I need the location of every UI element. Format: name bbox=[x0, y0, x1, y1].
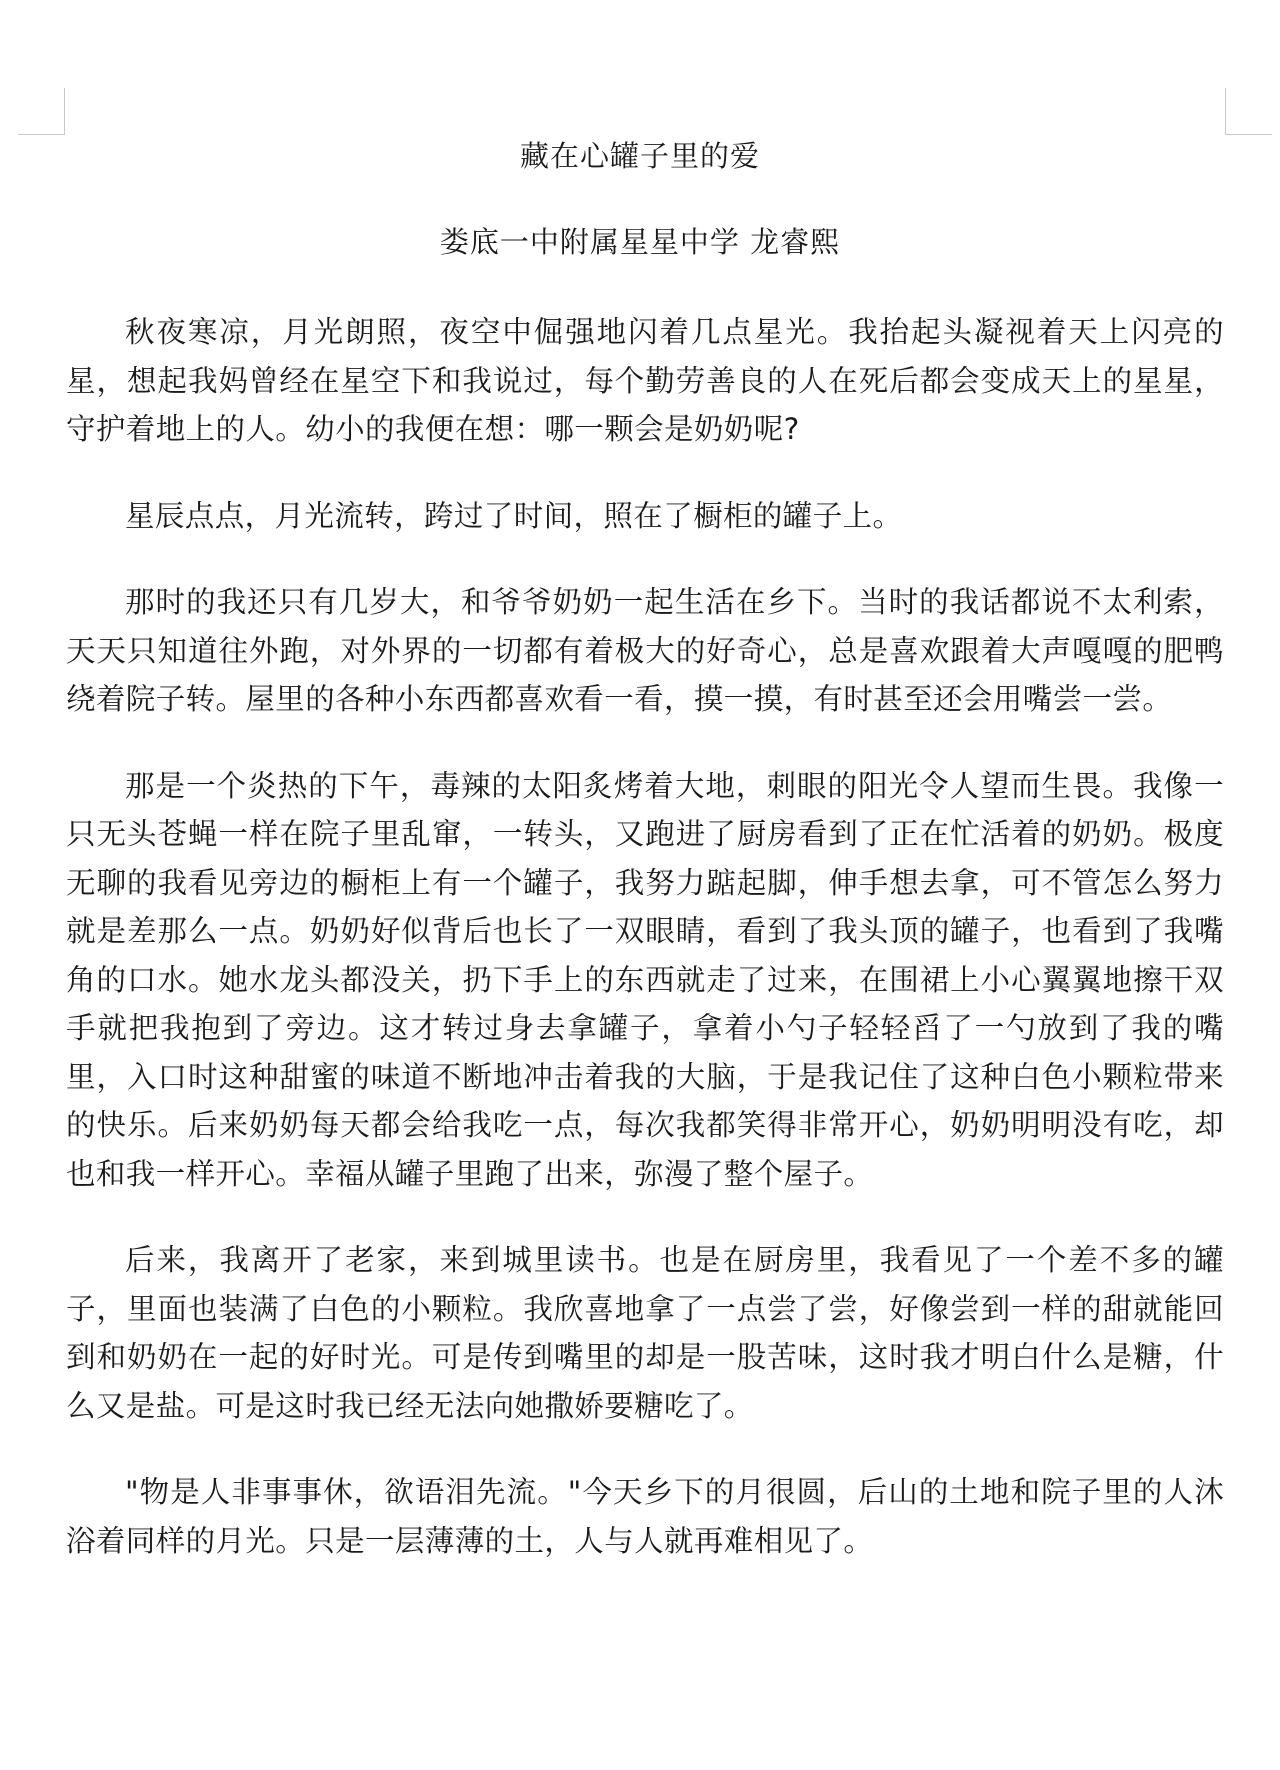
paragraph: 秋夜寒凉，月光朗照，夜空中倔强地闪着几点星光。我抬起头凝视着天上闪亮的星，想起我妈曾经在星空下和我说过，每个勤劳善良的人在死后都会变成天上的星星，守护着地上的人。幼小的我便在想：哪一颗会是奶奶呢? bbox=[66, 315, 1224, 446]
paragraph: 后来，我离开了老家，来到城里读书。也是在厨房里，我看见了一个差不多的罐子，里面也装满了白色的小颗粒。我欣喜地拿了一点尝了尝，好像尝到一样的甜就能回到和奶奶在一起的好时光。可是传到嘴里的却是一股苦味，这时我才明白什么是糖，什么又是盐。可是这时我已经无法向她撒娇要糖吃了。 bbox=[66, 1243, 1224, 1423]
paragraph: "物是人非事事休，欲语泪先流。"今天乡下的月很圆，后山的土地和院子里的人沐浴着同样的月光。只是一层薄薄的土，人与人就再难相见了。 bbox=[66, 1475, 1224, 1558]
paragraph: 星辰点点，月光流转，跨过了时间，照在了橱柜的罐子上。 bbox=[125, 498, 903, 533]
page-corner-mark-top-right bbox=[1225, 88, 1272, 135]
essay-body bbox=[66, 308, 1224, 1565]
author-line: 娄底一中附属星星中学 龙睿熙 bbox=[439, 225, 841, 259]
paragraph: 那是一个炎热的下午，毒辣的太阳炙烤着大地，刺眼的阳光令人望而生畏。我像一只无头苍蝇一样在院子里乱窜，一转头，又跑进了厨房看到了正在忙活着的奶奶。极度无聊的我看见旁边的橱柜上有一个罐子，我努力踮起脚，伸手想去拿，可不管怎么努力就是差那么一点。奶奶好似背后也长了一双眼睛，看到了我头顶的罐子，也看到了我嘴角的口水。她水龙头都没关，扔下手上的东西就走了过来，在围裙上小心翼翼地擦干双手就把我抱到了旁边。这才转过身去拿罐子，拿着小勺子轻轻舀了一勺放到了我的嘴里，入口时这种甜蜜的味道不断地冲击着我的大脑，于是我记住了这种白色小颗粒带来的快乐。后来奶奶每天都会给我吃一点，每次我都笑得非常开心，奶奶明明没有吃，却也和我一样开心。幸福从罐子里跑了出来，弥漫了整个屋子。 bbox=[66, 768, 1224, 1191]
essay-title: 藏在心罐子里的爱 bbox=[519, 139, 760, 173]
paragraph: 那时的我还只有几岁大，和爷爷奶奶一起生活在乡下。当时的我话都说不太利索，天天只知道往外跑，对外界的一切都有着极大的好奇心，总是喜欢跟着大声嘎嘎的肥鸭绕着院子转。屋里的各种小东西都喜欢看一看，摸一摸，有时甚至还会用嘴尝一尝。 bbox=[66, 585, 1224, 716]
page-corner-mark-top-left bbox=[18, 88, 65, 135]
